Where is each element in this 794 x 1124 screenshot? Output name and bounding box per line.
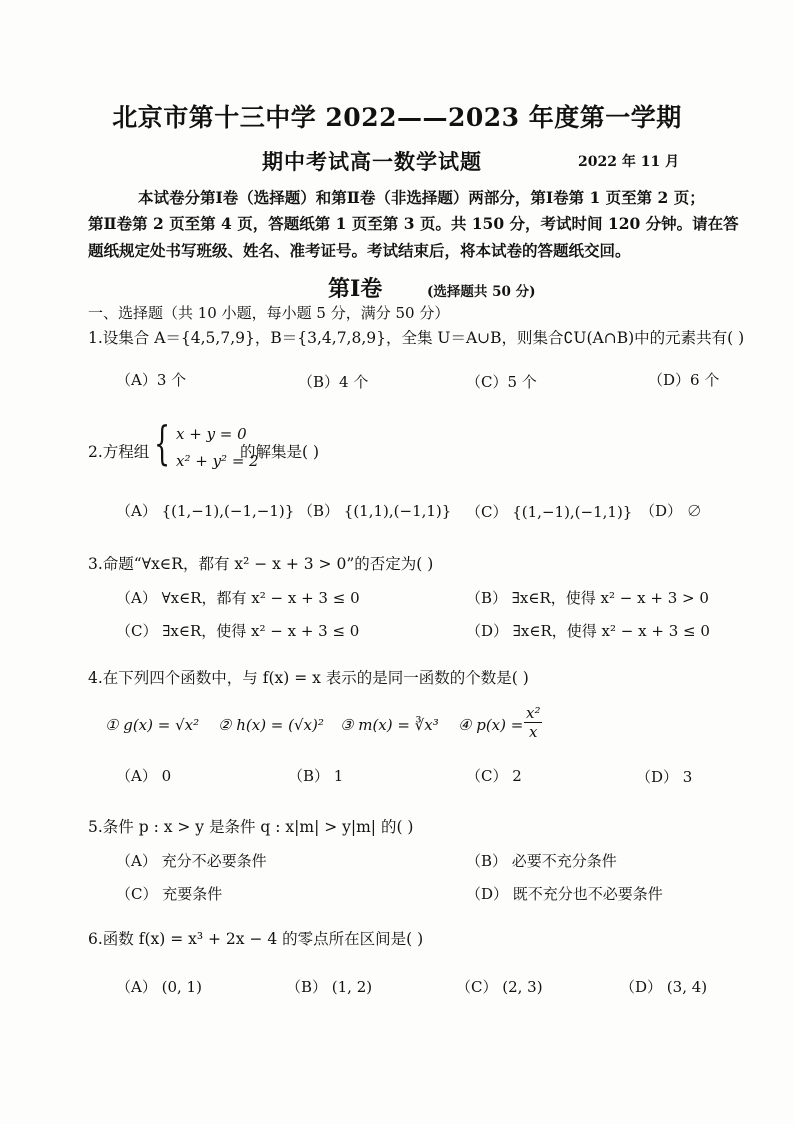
q1-option-b: （B）4 个 bbox=[298, 373, 369, 391]
q2-option-a: （A） {(1,−1),(−1,−1)} bbox=[116, 502, 295, 520]
q5-option-d: （D） 既不充分也不必要条件 bbox=[466, 885, 663, 903]
question-6-stem: 6.函数 f(x) = x³ + 2x − 4 的零点所在区间是( ) bbox=[88, 930, 424, 948]
q1-option-c: （C）5 个 bbox=[466, 373, 537, 391]
q2-option-d: （D） ∅ bbox=[640, 502, 702, 520]
q6-option-a: （A） (0, 1) bbox=[116, 978, 202, 996]
q4-item-3: ③ m(x) = ∛x³ bbox=[340, 716, 439, 734]
q3-option-d: （D） ∃x∈R，使得 x² − x + 3 ≤ 0 bbox=[466, 622, 710, 640]
q4-option-a: （A） 0 bbox=[116, 767, 172, 785]
q5-option-b: （B） 必要不充分条件 bbox=[466, 852, 617, 870]
part-title: 第Ⅰ卷 bbox=[328, 276, 383, 302]
question-3-stem: 3.命题“∀x∈R，都有 x² − x + 3 > 0”的否定为( ) bbox=[88, 555, 434, 573]
intro-line-2: 第Ⅱ卷第 2 页至第 4 页，答题纸第 1 页至第 3 页。共 150 分，考试时间 120 分钟。请在答 bbox=[88, 214, 739, 233]
system-brace: { bbox=[154, 416, 171, 470]
q1-option-d: （D）6 个 bbox=[648, 371, 720, 389]
q1-option-a: （A）3 个 bbox=[116, 371, 187, 389]
q6-option-c: （C） (2, 3) bbox=[456, 978, 543, 996]
fraction-numerator: x² bbox=[526, 704, 541, 722]
q2-option-b: （B） {(1,1),(−1,1)} bbox=[298, 502, 452, 520]
exam-title: 北京市第十三中学 2022——2023 年度第一学期 bbox=[112, 103, 682, 132]
question-4-stem: 4.在下列四个函数中，与 f(x) = x 表示的是同一函数的个数是( ) bbox=[88, 669, 529, 687]
exam-date: 2022 年 11 月 bbox=[578, 154, 680, 170]
question-2-suffix: 的解集是( ) bbox=[240, 443, 320, 461]
q4-fraction bbox=[524, 704, 542, 741]
q4-option-d: （D） 3 bbox=[636, 768, 693, 786]
q5-option-c: （C） 充要条件 bbox=[116, 885, 223, 903]
q4-item-2: ② h(x) = (√x)² bbox=[218, 716, 324, 734]
q2-option-c: （C） {(1,−1),(−1,1)} bbox=[466, 503, 633, 521]
q3-option-b: （B） ∃x∈R，使得 x² − x + 3 > 0 bbox=[466, 589, 709, 607]
q6-option-b: （B） (1, 2) bbox=[286, 978, 373, 996]
system-equation-1: x + y = 0 bbox=[176, 425, 247, 443]
section-heading: 一、选择题（共 10 小题，每小题 5 分，满分 50 分） bbox=[88, 304, 450, 322]
question-2-prefix: 2.方程组 bbox=[88, 443, 150, 461]
question-1-stem: 1.设集合 A＝{4,5,7,9}，B＝{3,4,7,8,9}，全集 U＝A∪B，则集合∁U(A∩B)中的元素共有( ) bbox=[88, 329, 745, 347]
q4-option-b: （B） 1 bbox=[288, 767, 344, 785]
q4-option-c: （C） 2 bbox=[466, 767, 522, 785]
question-5-stem: 5.条件 p : x > y 是条件 q : x|m| > y|m| 的( ) bbox=[88, 818, 414, 836]
fraction-denominator: x bbox=[529, 723, 538, 741]
q3-option-c: （C） ∃x∈R，使得 x² − x + 3 ≤ 0 bbox=[116, 622, 360, 640]
q4-item-4: ④ p(x) = bbox=[458, 716, 524, 734]
q6-option-d: （D） (3, 4) bbox=[620, 978, 708, 996]
exam-subtitle: 期中考试高一数学试题 bbox=[262, 149, 482, 174]
intro-line-3: 题纸规定处书写班级、姓名、准考证号。考试结束后，将本试卷的答题纸交回。 bbox=[88, 241, 631, 260]
q3-option-a: （A） ∀x∈R，都有 x² − x + 3 ≤ 0 bbox=[116, 589, 360, 607]
q4-item-1: ① g(x) = √x² bbox=[105, 716, 200, 734]
system-equation-2: x² + y² = 2 bbox=[176, 452, 259, 470]
part-subtitle: (选择题共 50 分) bbox=[427, 284, 536, 300]
q5-option-a: （A） 充分不必要条件 bbox=[116, 852, 267, 870]
intro-line-1: 本试卷分第Ⅰ卷（选择题）和第Ⅱ卷（非选择题）两部分，第Ⅰ卷第 1 页至第 2 页； bbox=[138, 188, 705, 207]
